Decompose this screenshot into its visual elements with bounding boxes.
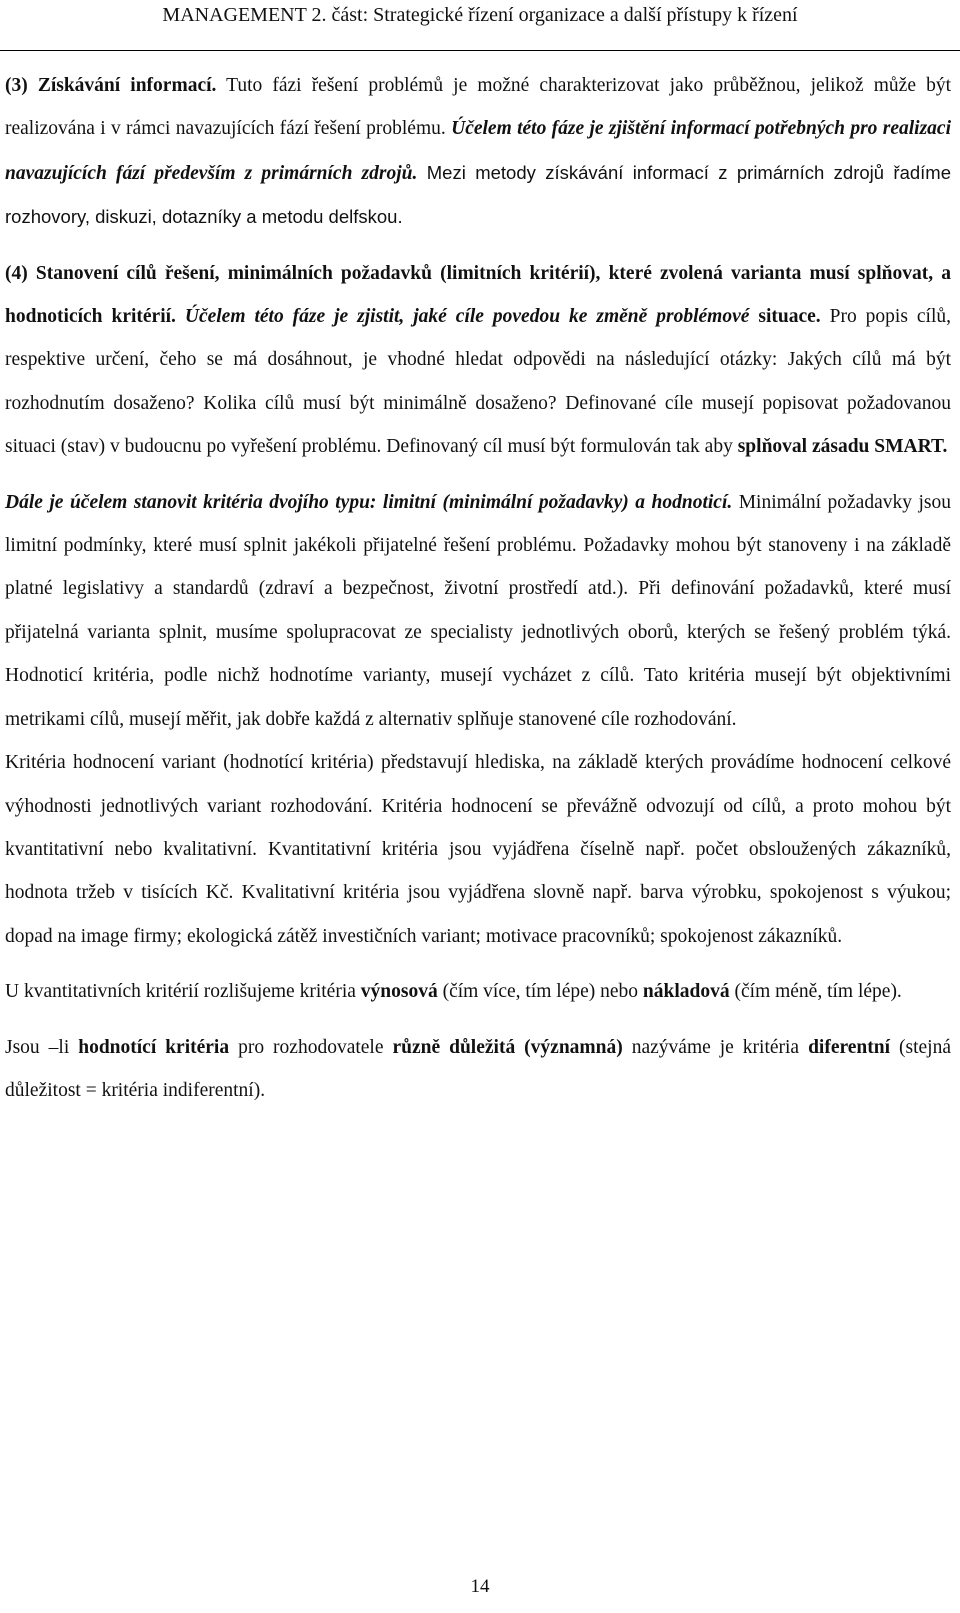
text-run: situace. [749,306,821,328]
text-run: Jsou –li [5,1036,79,1058]
text-run: hodnotící kritéria [78,1036,230,1058]
text-run: různě důležitá (významná) [392,1036,623,1058]
text-run: (čím méně, tím lépe). [729,981,902,1003]
text-run: Pro popis cílů, respektive určení, čeho se má dosáhnout, je vhodné hledat odpovědi na následující otázky: Jakých cílů má být rozhodnutím dosaženo? Kolika cílů musí být minimálně dosaženo? Definované cíle musejí popisovat požadovanou situaci (stav) v budoucnu po vyřešení problému. Definovaný cíl musí být formulován tak aby [5,306,952,458]
text-run: výnosová [360,981,438,1003]
text-run: Minimální požadavky jsou limitní podmínky, které musí splnit jakékoli přijatelné řešení problému. Požadavky mohou být stanoveny i na základě platné legislativy a standardů (zdraví a bezpečnost, životní prostředí atd.). Při definování požadavků, které musí přijatelná varianta splnit, musíme spolupracovat ze specialisty jednotlivých oborů, kterých se řešený problém týká. Hodnoticí kritéria, podle nichž hodnotíme varianty, musejí vycházet z cílů. Tato kritéria musejí být objektivními metrikami cílů, musejí měřit, jak dobře každá z alternativ splňuje stanovené cíle rozhodování. [5,491,951,730]
document-body [5,64,951,1112]
text-run: nazýváme je kritéria [622,1036,809,1058]
text-run: Tuto fázi řešení problémů je možné charakterizovat jako průběžnou, jelikož může být realizována i v rámci navazujících fází řešení problému. [5,75,951,140]
text-run: splňoval zásadu SMART. [737,436,948,458]
text-run: (stejná důležitost = kritéria indiferentní). [5,1036,951,1101]
paragraph-information-gathering [5,64,951,240]
paragraph-evaluation-criteria [5,741,951,958]
text-run: (3) Získávání informací. [5,75,217,96]
paragraph-differentiated-criteria [5,1026,951,1113]
text-run: Kritéria hodnocení variant (hodnotící kritéria) představují hlediska, na základě kterých provádíme hodnocení celkové výhodnosti jednotlivých variant rozhodování. Kritéria hodnocení se převážně odvozují od cílů, a proto mohou být kvantitativní nebo kvalitativní. Kvantitativní kritéria jsou vyjádřena číselně např. počet obsloužených zákazníků, hodnota tržeb v tisících Kč. Kvalitativní kritéria jsou vyjádřena slovně např. barva výrobku, spokojenost s výukou; dopad na image firmy; ekologická zátěž investičních variant; motivace pracovníků; spokojenost zákazníků. [5,752,951,947]
text-run: (4) Stanovení cílů řešení, minimálních požadavků (limitních kritérií), které zvolená varianta musí splňovat, a hodnoticích kritérií. [5,262,951,328]
text-run: diferentní [808,1036,891,1058]
text-run: Mezi metody získávání informací z primárních zdrojů řadíme rozhovory, diskuzi, dotazníky a metodu delfskou. [5,161,952,228]
paragraph-goal-setting [5,252,951,469]
page-header [0,0,960,51]
text-run: Dále je účelem stanovit kritéria dvojího typu: limitní (minimální požadavky) a hodnoticí. [5,491,733,513]
text-run: Účelem této fáze je zjištění informací potřebných pro realizaci navazujících fází především z primárních zdrojů. [5,118,951,184]
text-run: nákladová [642,981,730,1003]
text-run: U kvantitativních kritérií rozlišujeme kritéria [5,981,361,1003]
text-run: (čím více, tím lépe) nebo [437,981,643,1003]
paragraph-quantitative-criteria [5,970,951,1013]
text-run: pro rozhodovatele [229,1036,393,1058]
paragraph-criteria-types [5,481,951,741]
header-title: MANAGEMENT 2. část: Strategické řízení organizace a další přístupy k řízení [162,4,798,26]
text-run: Účelem této fáze je zjistit, jaké cíle povedou ke změně problémové [184,306,750,328]
page-number: 14 [470,1576,490,1597]
